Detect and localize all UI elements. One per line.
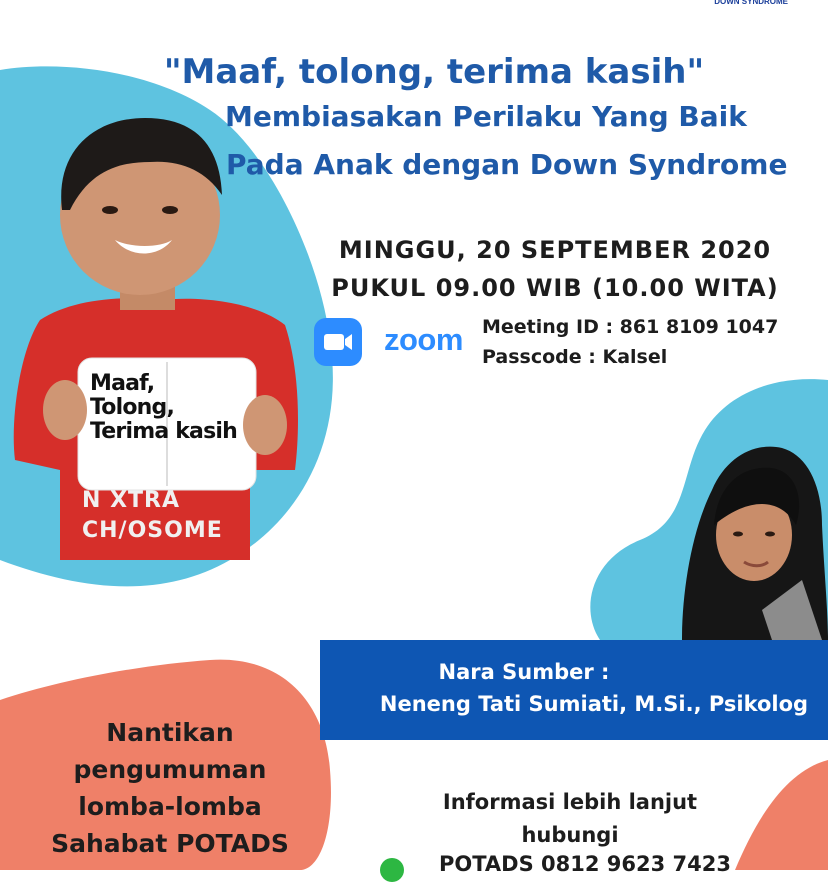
title-line-2: Membiasakan Perilaku Yang Baik <box>225 100 747 133</box>
title-line-3: Pada Anak dengan Down Syndrome <box>226 148 788 181</box>
meeting-id: Meeting ID : 861 8109 1047 <box>482 316 779 338</box>
shirt-print <box>82 486 223 546</box>
sign-line-3: Terima kasih <box>90 419 237 444</box>
shirt-line-2: CH/OSOME <box>82 518 223 543</box>
contact-phone: POTADS 0812 9623 7423 <box>438 852 732 876</box>
title-quote: "Maaf, tolong, terima kasih" <box>163 52 705 92</box>
sign-line-1: Maaf, <box>90 371 155 396</box>
potads-logo-text: DOWN SYNDROME <box>714 0 788 6</box>
zoom-logo: zoom <box>384 322 463 357</box>
zoom-camera-icon <box>314 318 362 366</box>
speaker-name: Neneng Tati Sumiati, M.Si., Psikolog <box>379 692 809 716</box>
contact-line-2: hubungi <box>521 823 619 847</box>
promo-text <box>20 714 320 862</box>
speaker-banner <box>320 640 828 740</box>
promo-line-1: Nantikan <box>106 718 234 747</box>
speaker-photo <box>672 430 828 640</box>
promo-line-2: pengumuman <box>73 755 267 784</box>
sign-line-2: Tolong, <box>90 395 175 420</box>
promo-line-3: lomba-lomba <box>78 792 262 821</box>
contact-line-1: Informasi lebih lanjut <box>442 790 698 814</box>
shirt-line-1: N XTRA <box>82 488 181 513</box>
event-date: MINGGU, 20 SEPTEMBER 2020 <box>338 236 772 264</box>
sign-text <box>90 372 237 444</box>
promo-line-4: Sahabat POTADS <box>51 829 289 858</box>
event-time: PUKUL 09.00 WIB (10.00 WITA) <box>331 274 779 302</box>
passcode: Passcode : Kalsel <box>482 346 668 368</box>
speaker-label: Nara Sumber : <box>438 660 610 684</box>
